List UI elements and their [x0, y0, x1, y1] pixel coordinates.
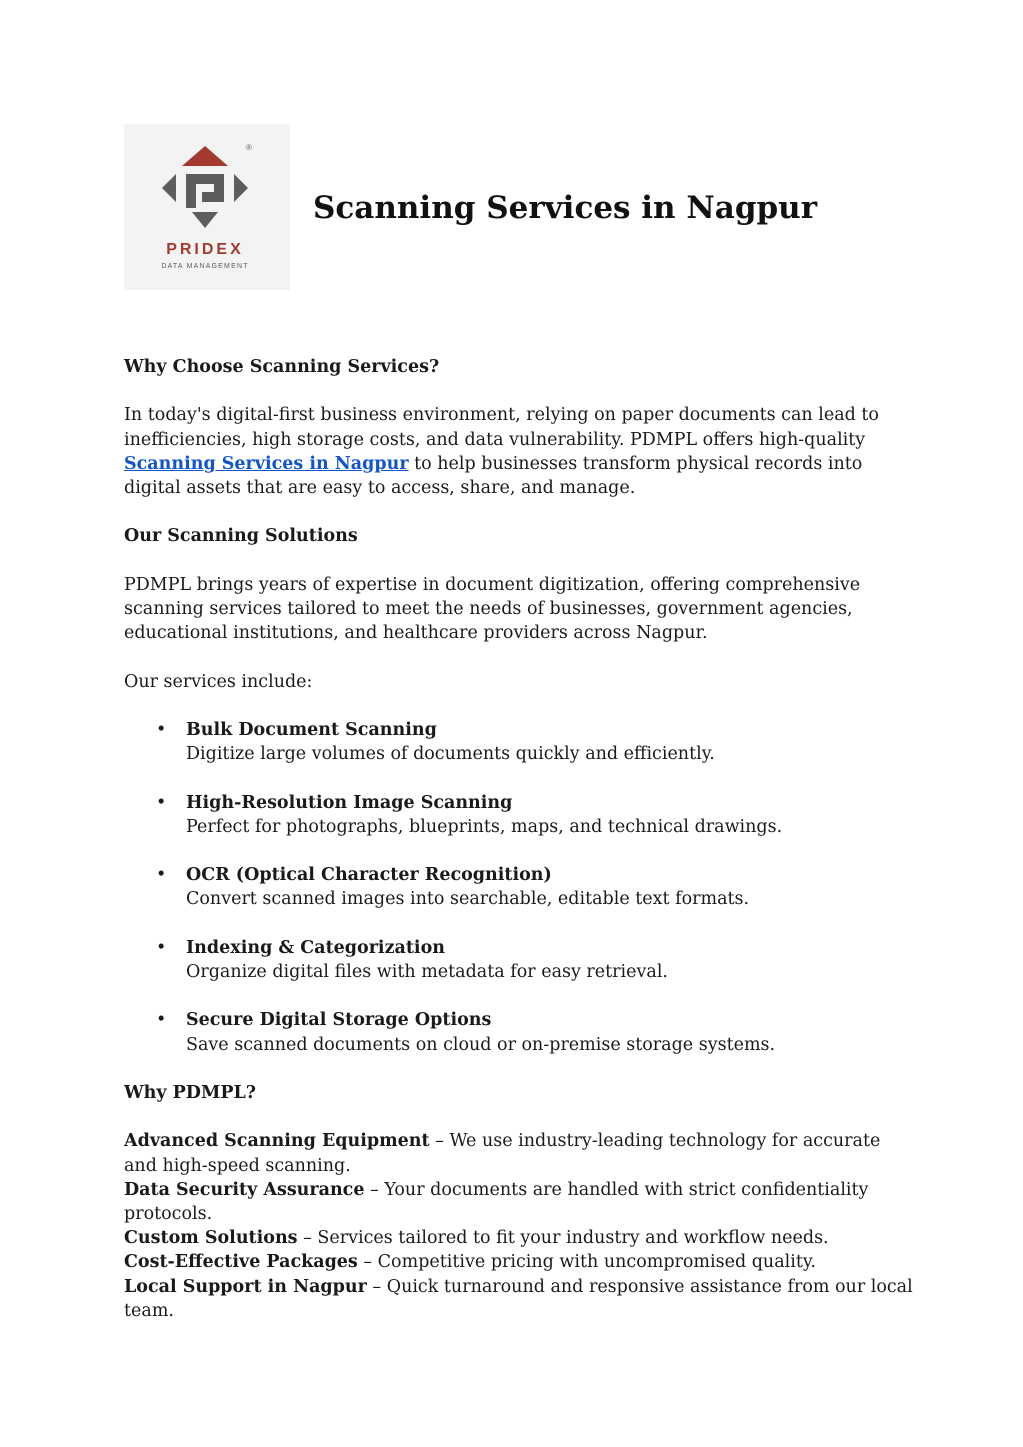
services-list — [124, 718, 914, 1057]
service-description: Perfect for photographs, blueprints, maps, and technical drawings. — [186, 816, 783, 837]
bullet-marker: • — [156, 865, 167, 886]
why-pdmpl-item — [124, 1129, 914, 1177]
why-pdmpl-heading: Why PDMPL? — [124, 1082, 257, 1103]
services-intro: Our services include: — [124, 671, 313, 692]
why-pdmpl-item-desc: – Services tailored to fit your industry and workflow needs. — [297, 1228, 829, 1249]
service-description: Organize digital files with metadata for easy retrieval. — [186, 961, 668, 982]
list-item — [124, 863, 914, 911]
why-pdmpl-item-desc: – We use industry-leading technology for accurate and high-speed scanning. — [124, 1131, 881, 1176]
service-title: Indexing & Categorization — [186, 937, 445, 958]
logo-registered-mark: ® — [246, 143, 252, 152]
why-pdmpl-item-title: Advanced Scanning Equipment — [124, 1131, 430, 1152]
logo-p-shape — [186, 174, 224, 208]
service-title: High-Resolution Image Scanning — [186, 792, 513, 813]
service-description: Convert scanned images into searchable, editable text formats. — [186, 889, 750, 910]
why-pdmpl-item — [124, 1275, 914, 1323]
why-pdmpl-item — [124, 1250, 914, 1274]
solutions-paragraph: PDMPL brings years of expertise in document digitization, offering comprehensive scanning services tailored to meet the needs of businesses, government agencies, educational institutions, and healthcare providers across Nagpur. — [124, 574, 861, 644]
bullet-marker: • — [156, 719, 167, 740]
logo-bottom-arrow-shape — [192, 212, 218, 228]
bullet-marker: • — [156, 792, 167, 813]
service-title: Bulk Document Scanning — [186, 719, 437, 740]
document-body — [124, 355, 914, 1323]
page-title: Scanning Services in Nagpur — [313, 190, 818, 226]
why-pdmpl-item-title: Data Security Assurance — [124, 1179, 365, 1200]
logo-tagline-text: DATA MANAGEMENT — [161, 263, 249, 270]
bullet-marker: • — [156, 937, 167, 958]
why-pdmpl-item-title: Local Support in Nagpur — [124, 1276, 367, 1297]
service-description: Digitize large volumes of documents quickly and efficiently. — [186, 744, 715, 765]
why-pdmpl-item — [124, 1178, 914, 1226]
solutions-heading: Our Scanning Solutions — [124, 526, 358, 547]
service-title: OCR (Optical Character Recognition) — [186, 865, 552, 886]
scanning-services-link[interactable]: Scanning Services in Nagpur — [124, 453, 409, 474]
why-choose-text-before-link: In today's digital-first business environment, relying on paper documents can lead to inefficiencies, high storage costs, and data vulnerability. PDMPL offers high-quality — [124, 405, 879, 450]
why-pdmpl-item-title: Custom Solutions — [124, 1228, 298, 1249]
why-choose-heading: Why Choose Scanning Services? — [124, 357, 440, 377]
logo-brand-text: PRIDEX — [166, 241, 244, 258]
service-title: Secure Digital Storage Options — [186, 1010, 492, 1031]
why-pdmpl-item-title: Cost-Effective Packages — [124, 1252, 358, 1273]
service-description: Save scanned documents on cloud or on-premise storage systems. — [186, 1034, 776, 1055]
why-choose-text-after-link: to help businesses transform physical records into digital assets that are easy to access, share, and manage. — [124, 453, 863, 498]
why-pdmpl-item-desc: – Competitive pricing with uncompromised quality. — [357, 1252, 816, 1273]
why-pdmpl-item-desc: – Quick turnaround and responsive assistance from our local team. — [124, 1276, 913, 1321]
list-item — [124, 1008, 914, 1056]
list-item — [124, 936, 914, 984]
logo-left-arrow-shape — [162, 174, 176, 202]
pridex-logo — [124, 124, 290, 290]
list-item — [124, 791, 914, 839]
why-pdmpl-item-desc: – Your documents are handled with strict confidentiality protocols. — [124, 1179, 869, 1224]
logo-roof-shape — [182, 146, 228, 166]
why-pdmpl-item — [124, 1226, 914, 1250]
bullet-marker: • — [156, 1010, 167, 1031]
pridex-logo-graphic — [124, 124, 290, 290]
why-choose-paragraph — [124, 403, 914, 500]
logo-right-arrow-shape — [234, 174, 248, 202]
list-item — [124, 718, 914, 766]
